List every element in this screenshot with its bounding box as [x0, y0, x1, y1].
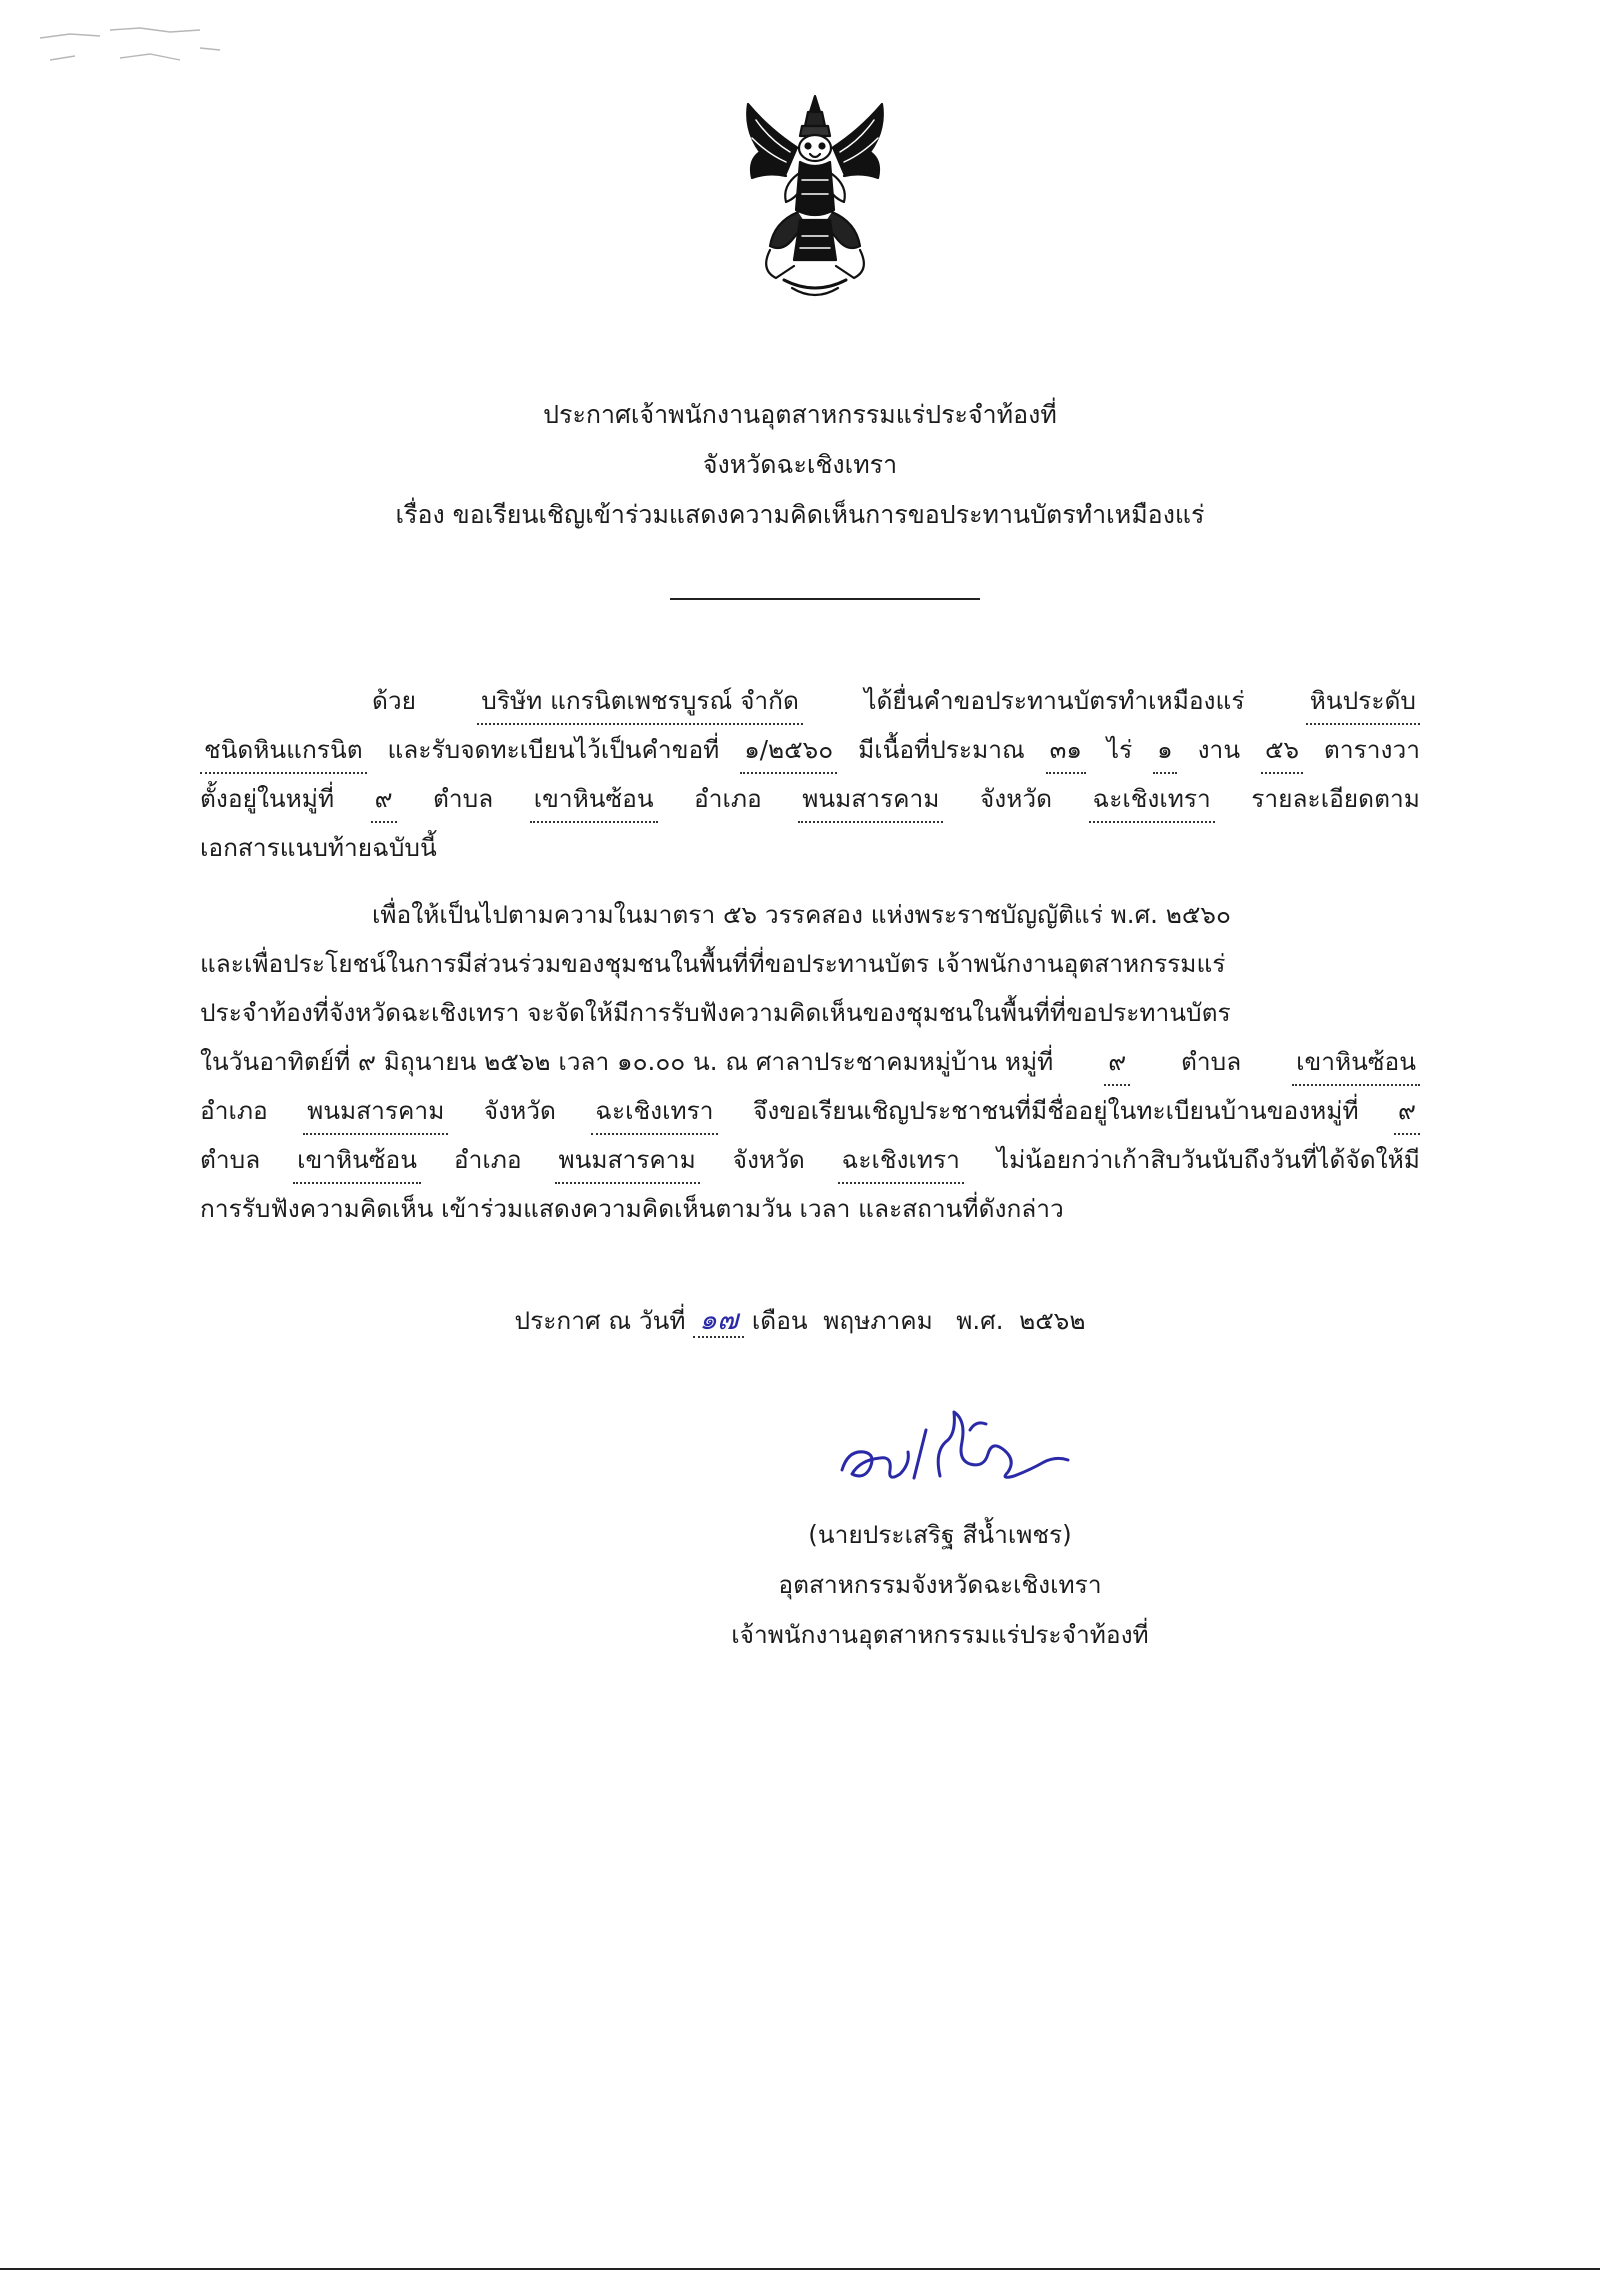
signatory-position-1: อุตสาหกรรมจังหวัดฉะเชิงเทรา [778, 1570, 1102, 1599]
p2-line-2: และเพื่อประโยชน์ในการมีส่วนร่วมของชุมชนในพื้นที่ที่ขอประทานบัตร เจ้าพนักงานอุตสาหกรรมแร่ [200, 949, 1226, 978]
date-month: พฤษภาคม [823, 1306, 933, 1335]
p1-line-3: ตั้งอยู่ในหมู่ที่ ๙ ตำบล เขาหินซ้อน อำเภอ พนมสารคาม จังหวัด ฉะเชิงเทรา รายละเอียดตาม [200, 774, 1420, 823]
header-line-1: ประกาศเจ้าพนักงานอุตสาหกรรมแร่ประจำท้องที่ [543, 400, 1057, 429]
area-wa: ๕๖ [1261, 725, 1303, 774]
p2-line-6: ตำบล เขาหินซ้อน อำเภอ พนมสารคาม จังหวัด ฉะเชิงเทรา ไม่น้อยกว่าเก้าสิบวันนับถึงวันที่ได้จัดให้มี [200, 1135, 1420, 1184]
signatory-name: (นายประเสริฐ สีน้ำเพชร) [808, 1520, 1072, 1549]
header-divider [670, 598, 980, 600]
signatory-block [640, 1510, 1240, 1660]
p1-line-1: ด้วย บริษัท แกรนิตเพชรบูรณ์ จำกัด ได้ยื่นคำขอประทานบัตรทำเหมืองแร่ หินประดับ [200, 676, 1420, 725]
area-rai: ๓๑ [1046, 725, 1086, 774]
header-line-2: จังหวัดฉะเชิงเทรา [702, 450, 898, 479]
date-year: ๒๕๖๒ [1019, 1306, 1086, 1335]
p2-line-5: อำเภอ พนมสารคาม จังหวัด ฉะเชิงเทรา จึงขอเรียนเชิญประชาชนที่มีชื่ออยู่ในทะเบียนบ้านของหมู่ที่ ๙ [200, 1086, 1420, 1135]
signatory-position-2: เจ้าพนักงานอุตสาหกรรมแร่ประจำท้องที่ [731, 1620, 1149, 1649]
p1-line-4: เอกสารแนบท้ายฉบับนี้ [200, 833, 437, 862]
p2-line-7: การรับฟังความคิดเห็น เข้าร่วมแสดงความคิดเห็นตามวัน เวลา และสถานที่ดังกล่าว [200, 1194, 1064, 1223]
tambon: เขาหินซ้อน [530, 774, 658, 823]
announcement-date: ประกาศ ณ วันที่ ๑๗ เดือน พฤษภาคม พ.ศ. ๒๕๖๒ [514, 1303, 1086, 1336]
handwritten-signature [830, 1390, 1080, 1500]
header-subject: เรื่อง ขอเรียนเชิญเข้าร่วมแสดงความคิดเห็นการขอประทานบัตรทำเหมืองแร่ [395, 500, 1205, 529]
paragraph-1 [200, 676, 1420, 872]
amphoe: พนมสารคาม [798, 774, 943, 823]
p2-line-1: เพื่อให้เป็นไปตามความในมาตรา ๕๖ วรรคสอง แห่งพระราชบัญญัติแร่ พ.ศ. ๒๕๖๐ [372, 900, 1231, 929]
garuda-emblem-icon [730, 90, 900, 305]
request-number: ๑/๒๕๖๐ [740, 725, 837, 774]
page-bottom-edge [0, 2268, 1600, 2270]
area-ngan: ๑ [1153, 725, 1177, 774]
scan-artifact [30, 20, 230, 80]
p1-line-2: ชนิดหินแกรนิต และรับจดทะเบียนไว้เป็นคำขอที่ ๑/๒๕๖๐ มีเนื้อที่ประมาณ ๓๑ ไร่ ๑ งาน ๕๖ ตารางวา [200, 725, 1420, 774]
village-no: ๙ [371, 774, 397, 823]
province: ฉะเชิงเทรา [1089, 774, 1215, 823]
p2-line-3: ประจำท้องที่จังหวัดฉะเชิงเทรา จะจัดให้มีการรับฟังความคิดเห็นของชุมชนในพื้นที่ที่ขอประทานบัตร [200, 998, 1231, 1027]
mineral-type: หินประดับ [1306, 676, 1420, 725]
company-name: บริษัท แกรนิตเพชรบูรณ์ จำกัด [477, 676, 803, 725]
paragraph-2 [200, 890, 1420, 1233]
mineral-subtype: ชนิดหินแกรนิต [200, 725, 367, 774]
date-day: ๑๗ [693, 1303, 744, 1338]
announcement-header [0, 390, 1600, 540]
p2-line-4: ในวันอาทิตย์ที่ ๙ มิถุนายน ๒๕๖๒ เวลา ๑๐.๐๐ น. ณ ศาลาประชาคมหมู่บ้าน หมู่ที่ ๙ ตำบล เขาหินซ้อน [200, 1037, 1420, 1086]
